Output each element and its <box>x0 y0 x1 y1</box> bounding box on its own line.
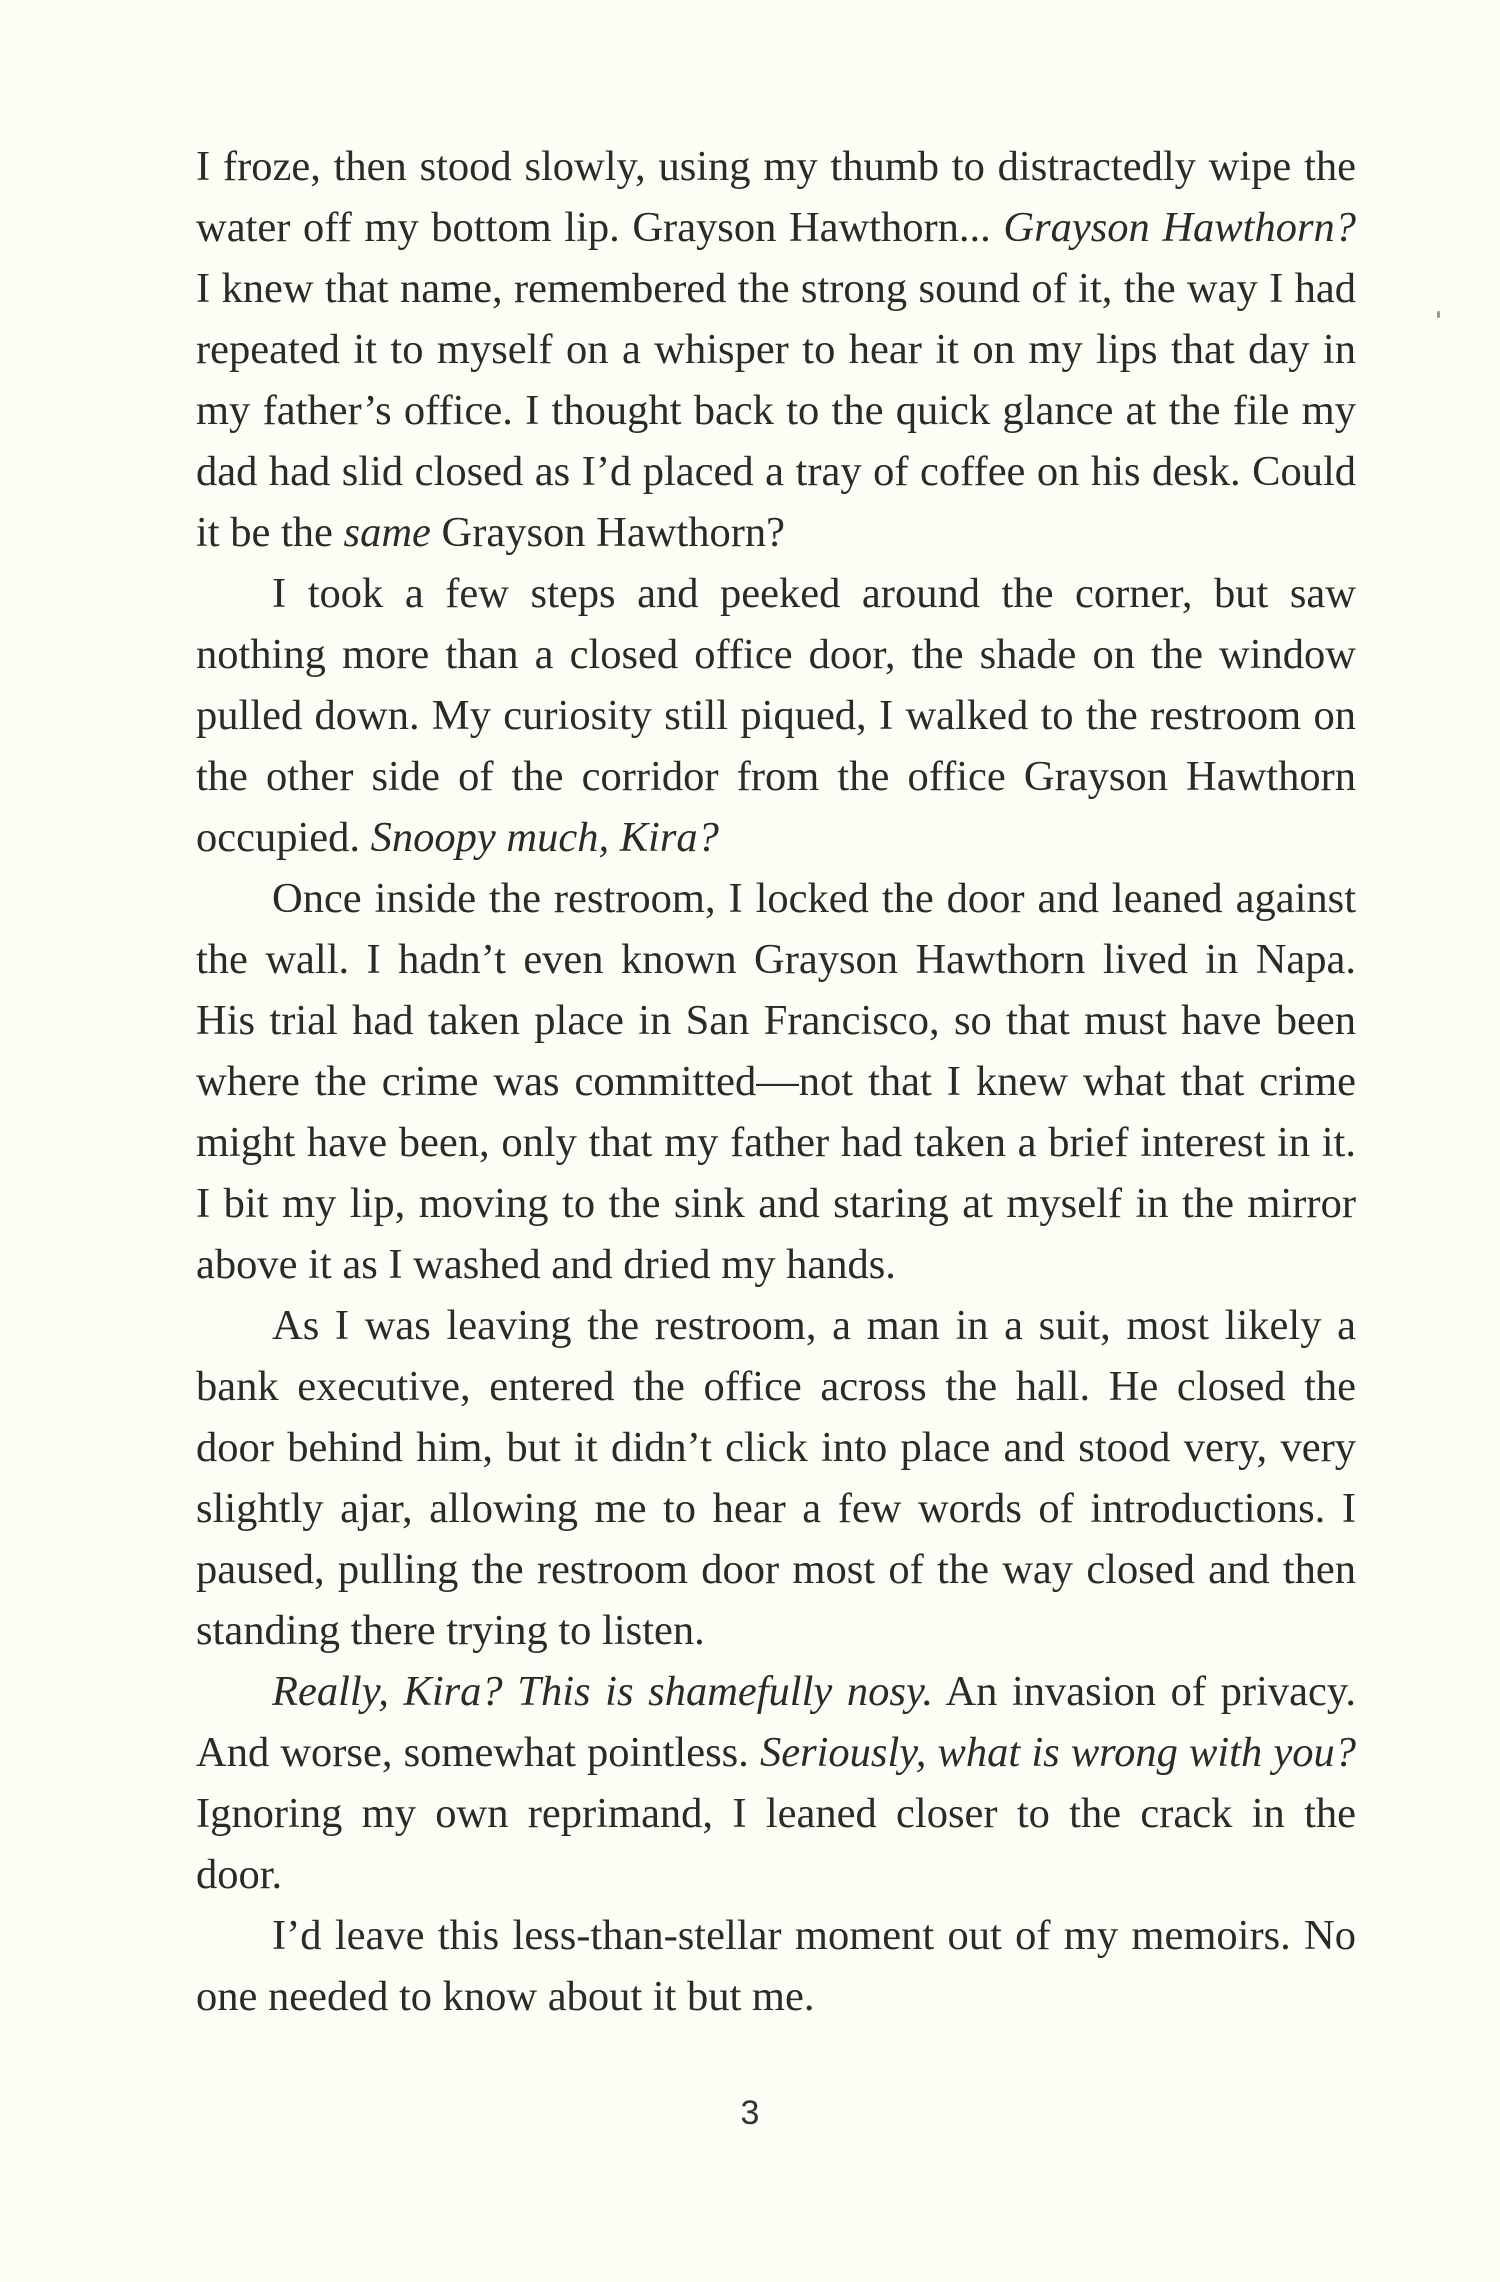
text-run: Once inside the restroom, I locked the door and leaned against the wall. I hadn’t even known Grayson Hawthorn lived in Napa. His trial had taken place in San Francisco, so that must have been where the crime was committed—not that I knew what that crime might have been, only that my father had taken a brief interest in it. I bit my lip, moving to the sink and staring at myself in the mirror above it as I washed and dried my hands. <box>196 875 1356 1288</box>
italic-text: Grayson Hawthorn? <box>1003 204 1356 251</box>
text-run: Ignoring my own reprimand, I leaned closer to the crack in the door. <box>196 1790 1356 1898</box>
italic-text: same <box>343 509 431 556</box>
text-run: I took a few steps and peeked around the corner, but saw nothing more than a closed office door, the shade on the window pulled down. My curiosity still piqued, I walked to the restroom on the other side of the corridor from the office Grayson Hawthorn occupied. <box>196 570 1356 861</box>
paragraph <box>196 136 1356 563</box>
paragraph <box>196 1905 1356 2027</box>
page-number: 3 <box>740 2094 760 2132</box>
italic-text: Seriously, what is wrong with you? <box>759 1729 1356 1776</box>
paragraph <box>196 1295 1356 1661</box>
text-run: As I was leaving the restroom, a man in a suit, most likely a bank executive, entered the office across the hall. He closed the door behind him, but it didn’t click into place and stood very, very slightly ajar, allowing me to hear a few words of introductions. I paused, pulling the restroom door most of the way closed and then standing there trying to listen. <box>196 1302 1356 1654</box>
body-text <box>196 136 1356 2027</box>
italic-text: Snoopy much, Kira? <box>370 814 719 861</box>
paragraph <box>196 563 1356 868</box>
text-run: I froze, then stood slowly, using my thumb to distractedly wipe the water off my bottom lip. Grayson Hawthorn... <box>196 143 1356 251</box>
paragraph <box>196 868 1356 1295</box>
italic-text: Really, Kira? This is shamefully nosy. <box>272 1668 934 1715</box>
text-run: An invasion of privacy. And worse, somewhat pointless. <box>196 1668 1356 1776</box>
scan-speck <box>1437 311 1440 318</box>
text-run: Grayson Hawthorn? <box>430 509 785 556</box>
text-run: I’d leave this less-than-stellar moment out of my memoirs. No one needed to know about it but me. <box>196 1912 1356 2020</box>
text-run: I knew that name, remembered the strong sound of it, the way I had repeated it to myself on a whisper to hear it on my lips that day in my father’s office. I thought back to the quick glance at the file my dad had slid closed as I’d placed a tray of coffee on his desk. Could it be the <box>196 265 1356 556</box>
paragraph <box>196 1661 1356 1905</box>
